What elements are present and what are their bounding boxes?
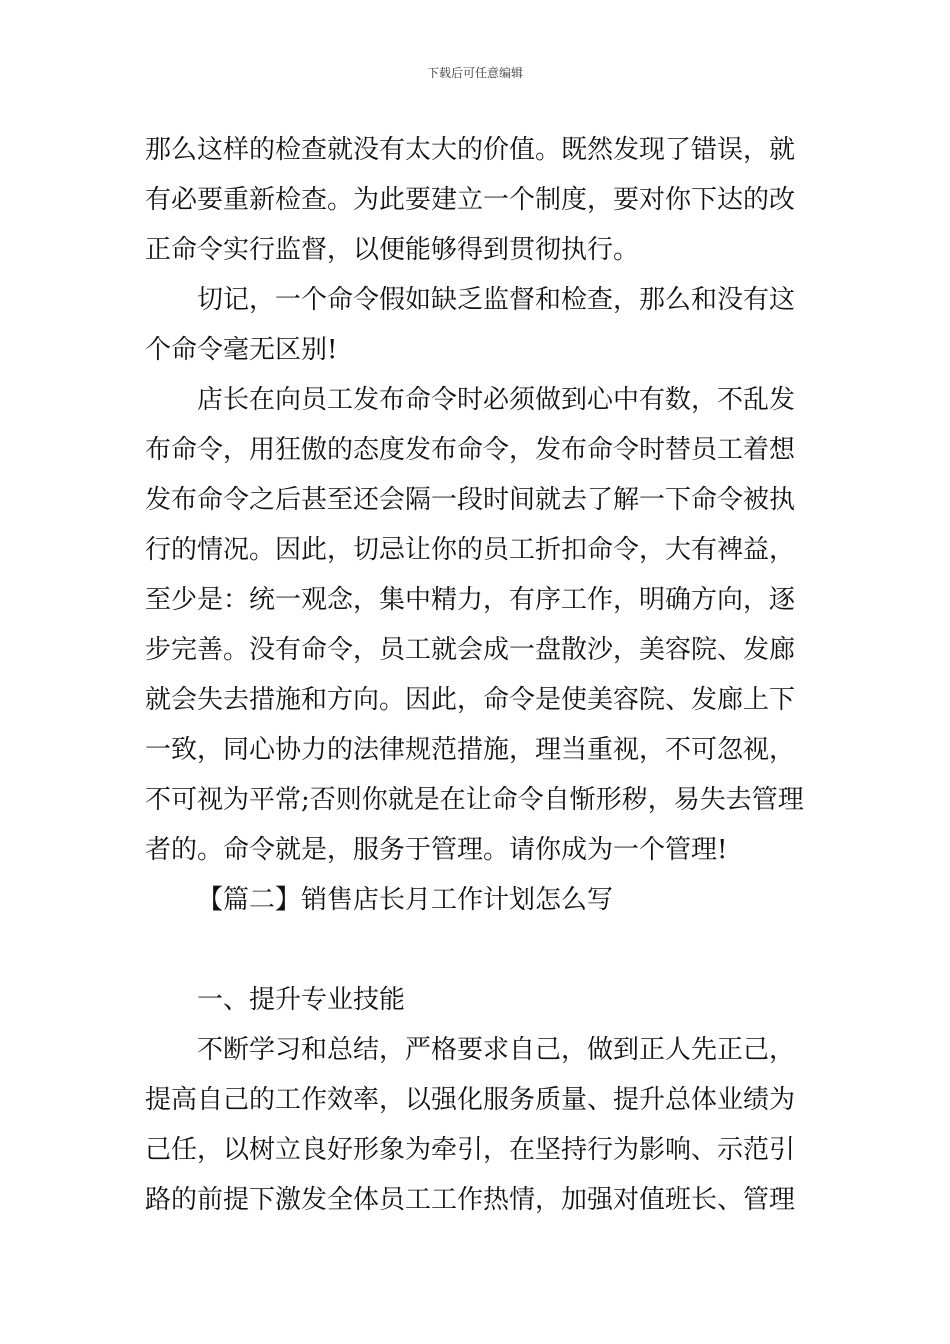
body-line: 个命令毫无区别! [145,335,338,365]
paragraph-start-line: 不断学习和总结，严格要求自己，做到正人先正己， [197,1035,796,1065]
blank-line [145,925,807,975]
body-line: 者的。命令就是，服务于管理。请你成为一个管理! [145,835,728,865]
body-line: 那么这样的检查就没有太大的价值。既然发现了错误，就 [145,135,796,165]
subsection-heading: 一、提升专业技能 [197,985,406,1015]
body-line: 正命令实行监督，以便能够得到贯彻执行。 [145,235,640,265]
body-line: 提高自己的工作效率，以强化服务质量、提升总体业绩为 [145,1085,796,1115]
body-line: 路的前提下激发全体员工工作热情，加强对值班长、管理 [145,1185,796,1215]
body-line: 发布命令之后甚至还会隔一段时间就去了解一下命令被执 [145,485,796,515]
page-header: 下载后可任意编辑 [426,66,523,80]
body-line: 己任，以树立良好形象为牵引，在坚持行为影响、示范引 [145,1135,796,1165]
document-body [145,125,807,1225]
body-line: 至少是：统一观念，集中精力，有序工作，明确方向，逐 [145,585,796,615]
body-line: 布命令，用狂傲的态度发布命令，发布命令时替员工着想 [145,435,796,465]
section-heading: 【篇二】销售店长月工作计划怎么写 [197,885,614,915]
body-line: 一致，同心协力的法律规范措施，理当重视，不可忽视， [145,735,796,765]
body-line: 步完善。没有命令，员工就会成一盘散沙，美容院、发廊 [145,635,796,665]
body-line: 就会失去措施和方向。因此，命令是使美容院、发廊上下 [145,685,796,715]
body-line: 有必要重新检查。为此要建立一个制度，要对你下达的改 [145,185,796,215]
paragraph-start-line: 店长在向员工发布命令时必须做到心中有数，不乱发 [197,385,796,415]
body-line: 行的情况。因此，切忌让你的员工折扣命令，大有裨益， [145,535,796,565]
paragraph-start-line: 切记，一个命令假如缺乏监督和检查，那么和没有这 [197,285,796,315]
body-line: 不可视为平常;否则你就是在让命令自惭形秽，易失去管理 [145,785,804,815]
